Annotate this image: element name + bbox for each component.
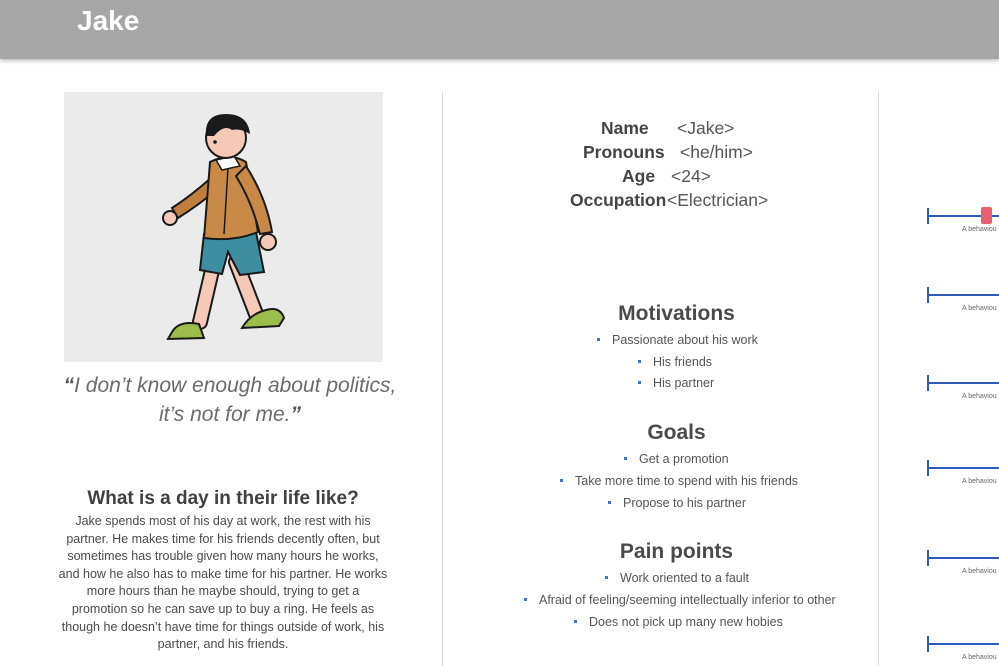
- behaviour-slider-2[interactable]: [927, 287, 999, 303]
- behaviour-slider-3[interactable]: [927, 375, 999, 391]
- behaviour-label-6: A behaviou: [962, 654, 997, 661]
- persona-name-title: Jake: [77, 5, 140, 36]
- pain-points-heading: Pain points: [619, 540, 734, 563]
- list-item: Does not pick up many new hobies: [574, 615, 783, 629]
- bullet-icon: [560, 479, 563, 482]
- behaviour-label-2: A behaviou: [962, 305, 997, 312]
- behaviour-slider-4[interactable]: [927, 460, 999, 476]
- bullet-icon: [524, 598, 527, 601]
- list-item: Get a promotion: [624, 452, 729, 466]
- age-value: <24>: [671, 166, 711, 186]
- behaviour-slider-5[interactable]: [927, 550, 999, 566]
- list-item: Take more time to spend with his friends: [560, 474, 798, 488]
- motivations-heading: Motivations: [618, 302, 735, 325]
- list-item: Work oriented to a fault: [605, 571, 749, 585]
- list-item: Propose to his partner: [608, 496, 746, 510]
- list-item: His partner: [638, 376, 714, 390]
- walking-person-illustration: [64, 92, 383, 362]
- day-in-life-heading: What is a day in their life like?: [87, 488, 359, 509]
- occupation-value: <Electrician>: [667, 190, 769, 210]
- quote-text: I don’t know enough about politics, it’s not for me.: [74, 374, 397, 426]
- bullet-icon: [597, 338, 600, 341]
- list-item: Afraid of feeling/seeming intellectually inferior to other: [524, 593, 836, 607]
- quote-close-mark: ”: [290, 403, 301, 426]
- age-label: Age: [622, 166, 656, 186]
- column-divider-right: [878, 92, 879, 666]
- name-label: Name: [601, 118, 649, 138]
- bullet-icon: [608, 501, 611, 504]
- header-bar: [0, 0, 999, 59]
- name-value: <Jake>: [677, 118, 735, 138]
- behaviour-label-4: A behaviou: [962, 478, 997, 485]
- bullet-icon: [638, 381, 641, 384]
- slider-handle[interactable]: [981, 207, 992, 224]
- bullet-icon: [605, 576, 608, 579]
- behaviour-label-5: A behaviou: [962, 568, 997, 575]
- persona-quote: [50, 371, 410, 429]
- bullet-icon: [638, 360, 641, 363]
- pronouns-value: <he/him>: [680, 142, 753, 162]
- behaviour-slider-1[interactable]: [927, 208, 999, 224]
- occupation-label: Occupation: [570, 190, 667, 210]
- quote-open-mark: “: [63, 374, 75, 397]
- column-divider-left: [442, 92, 443, 666]
- day-in-life-text: Jake spends most of his day at work, the rest with his partner. He makes time for his friends decently often, but sometimes has trouble given how many hours he works, and how he also has to make time for his partner. He works more hours than he maybe should, trying to get a promotion so he can save up to buy a ring. He feels as though he doesn’t have time for things outside of work, his partner, and his friends.: [58, 514, 388, 652]
- goals-heading: Goals: [647, 421, 706, 444]
- bullet-icon: [624, 457, 627, 460]
- behaviour-label-3: A behaviou: [962, 393, 997, 400]
- persona-portrait: [64, 92, 383, 362]
- bullet-icon: [574, 620, 577, 623]
- pronouns-label: Pronouns: [583, 142, 665, 162]
- list-item: His friends: [638, 355, 712, 369]
- behaviour-label-1: A behaviou: [962, 226, 997, 233]
- behaviour-slider-6[interactable]: [927, 636, 999, 652]
- list-item: Passionate about his work: [597, 333, 758, 347]
